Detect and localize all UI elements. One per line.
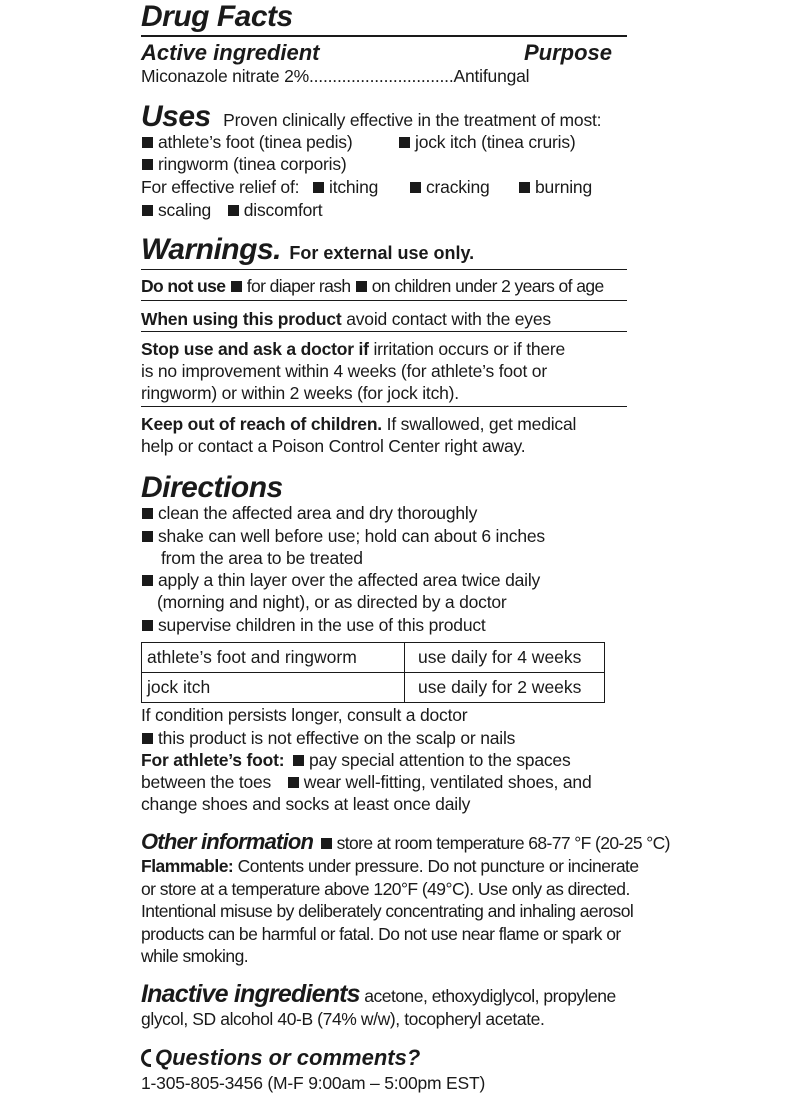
- relief-item: burning: [535, 177, 592, 197]
- uses-line-1: [141, 131, 576, 153]
- stop-use-line-3: ringworm) or within 2 weeks (for jock itch).: [141, 383, 459, 403]
- bullet-square: [356, 281, 367, 292]
- keep-out-label: Keep out of reach of children.: [141, 414, 382, 434]
- inactive-header: Inactive ingredients: [141, 980, 360, 1008]
- bullet-square: [313, 182, 324, 193]
- title-rule: [141, 35, 627, 37]
- relief-item: scaling: [158, 200, 212, 220]
- bullet-square: [142, 531, 153, 542]
- flammable-line-1: [141, 855, 639, 877]
- relief-burning: [518, 176, 592, 198]
- flammable-line-2: or store at a temperature above 120°F (49°C). Use only as directed.: [141, 879, 630, 899]
- keep-out-text: If swallowed, get medical: [386, 414, 577, 434]
- uses-intro: Proven clinically effective in the treatment of most:: [223, 110, 602, 130]
- ingredient-name: Miconazole nitrate 2%: [141, 66, 309, 86]
- relief-line-1: [141, 176, 627, 198]
- phone-number: 1-305-805-3456 (M-F 9:00am – 5:00pm EST): [141, 1073, 486, 1093]
- uses-line-2: [141, 153, 347, 175]
- direction-continuation: (morning and night), or as directed by a doctor: [157, 592, 507, 612]
- relief-itching: [312, 176, 378, 198]
- keep-out-line-1: [141, 413, 576, 435]
- flammable-line-3: Intentional misuse by deliberately concentrating and inhaling aerosol: [141, 901, 634, 921]
- do-not-use-label: Do not use: [141, 276, 226, 296]
- relief-intro: For effective relief of:: [141, 177, 300, 197]
- warnings-line: [141, 234, 474, 266]
- athlete-line-1: [141, 749, 571, 771]
- do-not-use-line: [141, 275, 604, 297]
- active-header-row: [141, 40, 627, 66]
- relief-line-2: [141, 199, 322, 221]
- ingredient-purpose: Antifungal: [453, 66, 530, 86]
- use-item-jock: [398, 131, 576, 153]
- do-not-use-item: for diaper rash: [246, 276, 351, 296]
- direction-continuation: from the area to be treated: [161, 548, 363, 568]
- when-using-text: avoid contact with the eyes: [346, 309, 551, 329]
- athlete-line-3: change shoes and socks at least once daily: [141, 794, 471, 814]
- athlete-text: pay special attention to the spaces: [309, 750, 571, 770]
- rule: [141, 269, 627, 270]
- bullet-square: [410, 182, 421, 193]
- bullet-square: [142, 205, 153, 216]
- athlete-label: For athlete’s foot:: [141, 750, 285, 770]
- relief-item: discomfort: [243, 200, 323, 220]
- relief-item: itching: [329, 177, 379, 197]
- other-info-header: Other information: [141, 829, 314, 854]
- phone-icon: [141, 1049, 151, 1067]
- use-item: ringworm (tinea corporis): [158, 154, 347, 174]
- active-ingredient-row: [141, 65, 529, 87]
- bullet-square: [288, 777, 299, 788]
- rule: [141, 300, 627, 301]
- bullet-square: [142, 137, 153, 148]
- use-item: jock itch (tinea cruris): [415, 132, 576, 152]
- inactive-text: acetone, ethoxydiglycol, propylene: [364, 986, 616, 1006]
- duration-table: [141, 642, 605, 703]
- not-effective-text: this product is not effective on the scalp or nails: [158, 728, 516, 748]
- questions-line: [141, 1045, 420, 1071]
- table-cell-duration: use daily for 2 weeks: [418, 677, 582, 697]
- uses-header: Uses: [141, 100, 211, 133]
- drug-facts-title: Drug Facts: [141, 0, 293, 33]
- stop-use-line-1: [141, 338, 565, 360]
- table-row: [142, 672, 604, 702]
- questions-header: Questions or comments?: [155, 1045, 421, 1070]
- other-info-line: [141, 829, 670, 855]
- rule: [141, 406, 627, 407]
- persist-note: If condition persists longer, consult a doctor: [141, 705, 468, 725]
- direction-item: [141, 502, 477, 524]
- rule: [141, 331, 627, 332]
- flammable-line-5: while smoking.: [141, 946, 249, 966]
- flammable-text: Contents under pressure. Do not puncture or incinerate: [237, 856, 639, 876]
- inactive-line-1: [141, 980, 616, 1009]
- use-item: athlete’s foot (tinea pedis): [158, 132, 353, 152]
- inactive-line-2: glycol, SD alcohol 40-B (74% w/w), tocopheryl acetate.: [141, 1009, 545, 1029]
- bullet-square: [293, 755, 304, 766]
- bullet-square: [142, 508, 153, 519]
- directions-header: Directions: [141, 471, 283, 504]
- stop-use-label: Stop use and ask a doctor if: [141, 339, 369, 359]
- keep-out-line-2: help or contact a Poison Control Center right away.: [141, 436, 526, 456]
- stop-use-text: irritation occurs or if there: [373, 339, 566, 359]
- table-cell-condition: jock itch: [142, 673, 405, 702]
- when-using-line: [141, 308, 551, 330]
- bullet-square: [142, 575, 153, 586]
- bullet-square: [228, 205, 239, 216]
- direction-text: clean the affected area and dry thoroughly: [158, 503, 478, 523]
- direction-item: [141, 614, 486, 636]
- relief-item: cracking: [426, 177, 490, 197]
- table-row: [142, 643, 604, 672]
- bullet-square: [519, 182, 530, 193]
- flammable-label: Flammable:: [141, 856, 234, 876]
- direction-text: supervise children in the use of this product: [158, 615, 486, 635]
- athlete-text: between the toes: [141, 772, 272, 792]
- do-not-use-item: on children under 2 years of age: [371, 276, 604, 296]
- bullet-square: [142, 733, 153, 744]
- active-ingredient-header: Active ingredient: [141, 40, 320, 65]
- flammable-line-4: products can be harmful or fatal. Do not use near flame or spark or: [141, 924, 621, 944]
- purpose-header: Purpose: [524, 40, 613, 65]
- storage-text: store at room temperature 68-77 °F (20-25 °C): [336, 833, 670, 853]
- athlete-text: wear well-fitting, ventilated shoes, and: [303, 772, 592, 792]
- leader-dots: ...............................: [308, 66, 454, 86]
- direction-item: [141, 525, 545, 547]
- bullet-square: [321, 838, 332, 849]
- table-cell-condition: athlete’s foot and ringworm: [142, 643, 405, 672]
- not-effective-item: [141, 727, 515, 749]
- external-use: For external use only.: [289, 243, 475, 263]
- direction-item: [141, 569, 540, 591]
- bullet-square: [142, 620, 153, 631]
- bullet-square: [231, 281, 242, 292]
- direction-text: apply a thin layer over the affected area twice daily: [158, 570, 541, 590]
- relief-cracking: [409, 176, 490, 198]
- when-using-label: When using this product: [141, 309, 342, 329]
- uses-intro-line: [141, 101, 601, 133]
- bullet-square: [399, 137, 410, 148]
- direction-text: shake can well before use; hold can about 6 inches: [158, 526, 545, 546]
- storage-item: [318, 833, 670, 853]
- bullet-square: [142, 159, 153, 170]
- warnings-header: Warnings.: [141, 233, 281, 266]
- stop-use-line-2: is no improvement within 4 weeks (for athlete’s foot or: [141, 361, 547, 381]
- athlete-line-2: [141, 771, 591, 793]
- table-cell-duration: use daily for 4 weeks: [418, 647, 582, 667]
